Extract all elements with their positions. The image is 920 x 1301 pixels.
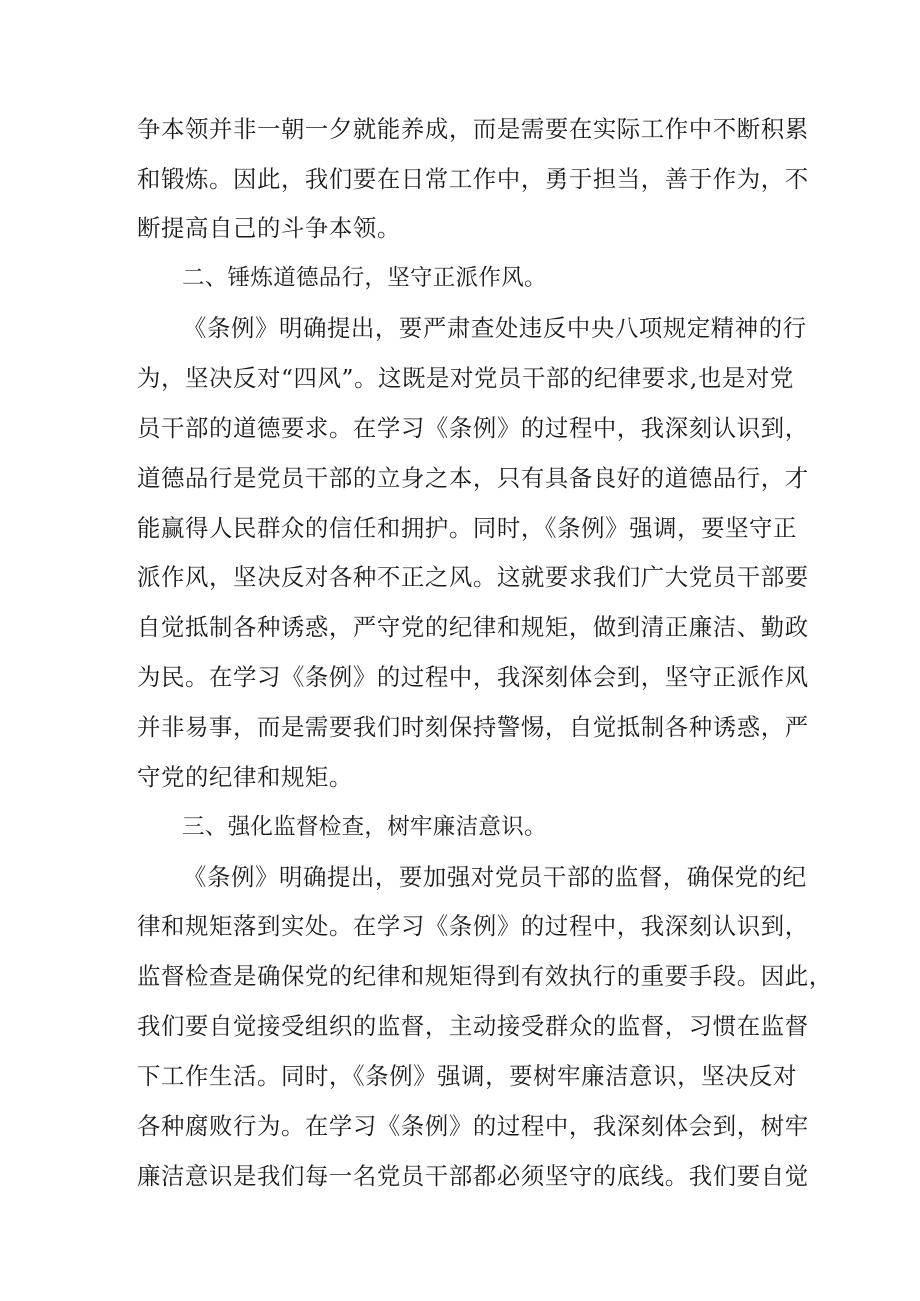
body-text-line: 监督检查是确保党的纪律和规矩得到有效执行的重要手段。因此， xyxy=(137,962,833,990)
body-text-line: 廉洁意识是我们每一名党员干部都必须坚守的底线。我们要自觉 xyxy=(137,1162,809,1190)
body-text-line: 守党的纪律和规矩。 xyxy=(137,763,353,791)
body-text-line: 能赢得人民群众的信任和拥护。同时，《条例》强调，要坚守正 xyxy=(137,514,798,542)
body-text-line: 为，坚决反对“四风”。这既是对党员干部的纪律要求,也是对党 xyxy=(137,364,794,392)
section-heading-2: 二、锤炼道德品行，坚守正派作风。 xyxy=(182,265,547,291)
body-text-line: 我们要自觉接受组织的监督，主动接受群众的监督，习惯在监督 xyxy=(137,1012,809,1040)
body-text-line: 各种腐败行为。在学习《条例》的过程中，我深刻体会到，树牢 xyxy=(137,1112,809,1140)
body-text-line: 下工作生活。同时，《条例》强调，要树牢廉洁意识，坚决反对 xyxy=(137,1062,798,1090)
section-heading-3: 三、强化监督检查，树牢廉洁意识。 xyxy=(182,814,547,840)
body-text-line: 道德品行是党员干部的立身之本，只有具备良好的道德品行，才 xyxy=(137,464,809,492)
body-text-line: 断提高自己的斗争本领。 xyxy=(137,214,401,242)
body-text-line: 派作风，坚决反对各种不正之风。这就要求我们广大党员干部要 xyxy=(137,563,809,591)
body-text-line: 为民。在学习《条例》的过程中，我深刻体会到，坚守正派作风 xyxy=(137,663,809,691)
paragraph-first-line: 《条例》明确提出，要严肃查处违反中央八项规定精神的行 xyxy=(183,314,807,342)
body-text-line: 自觉抵制各种诱惑，严守党的纪律和规矩，做到清正廉洁、勤政 xyxy=(137,613,809,641)
body-text-line: 员干部的道德要求。在学习《条例》的过程中，我深刻认识到， xyxy=(137,414,809,442)
body-text-line: 和锻炼。因此，我们要在日常工作中，勇于担当，善于作为，不 xyxy=(137,165,809,193)
paragraph-first-line: 《条例》明确提出，要加强对党员干部的监督，确保党的纪 xyxy=(183,863,807,891)
body-text-line: 争本领并非一朝一夕就能养成，而是需要在实际工作中不断积累 xyxy=(137,115,809,143)
body-text-line: 律和规矩落到实处。在学习《条例》的过程中，我深刻认识到， xyxy=(137,912,809,940)
body-text-line: 并非易事，而是需要我们时刻保持警惕，自觉抵制各种诱惑，严 xyxy=(137,713,809,741)
